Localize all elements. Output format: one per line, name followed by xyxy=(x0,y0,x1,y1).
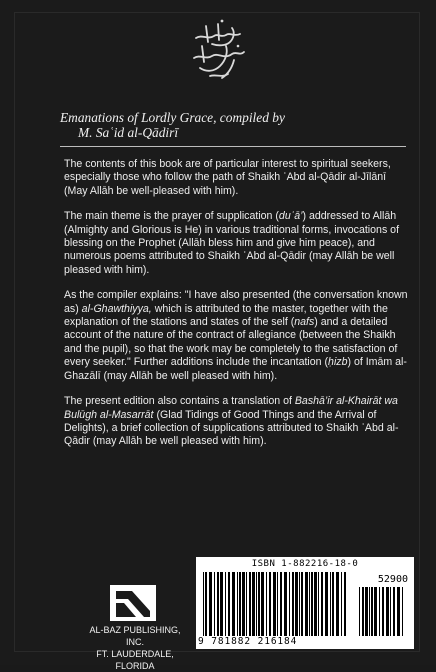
barcode-bar-28 xyxy=(301,572,303,636)
addon-bar-3 xyxy=(369,587,370,636)
barcode-bar-17 xyxy=(261,572,264,636)
addon-bar-2 xyxy=(365,587,368,636)
publisher-logo-icon xyxy=(110,585,156,621)
addon-bar-11 xyxy=(397,587,400,636)
barcode-bar-5 xyxy=(220,572,223,636)
barcode-bar-24 xyxy=(289,572,290,636)
barcode-bar-0 xyxy=(203,572,204,636)
paragraph-2: The main theme is the prayer of supplication (duʿā’) addressed to Allāh (Almighty and Glorious is He) in various traditional forms, invocations of blessing on the Prophet (Allāh bless him and give him peace), and numerous poems attributed to Shaikh ʿAbd al-Qādir (may Allāh be well pleased with him). xyxy=(64,210,400,276)
book-title: Emanations of Lordly Grace, compiled by xyxy=(60,110,285,125)
publisher-logo xyxy=(110,585,156,621)
addon-bar-4 xyxy=(371,587,373,636)
book-title-block xyxy=(60,110,410,140)
addon-bar-5 xyxy=(374,587,377,636)
addon-bar-10 xyxy=(393,587,395,636)
barcode-bar-9 xyxy=(237,572,238,636)
addon-bar-6 xyxy=(379,587,380,636)
barcode-bar-33 xyxy=(318,572,319,636)
barcode-bar-8 xyxy=(232,572,235,636)
arabic-calligraphy-icon xyxy=(188,16,250,86)
barcode-bar-4 xyxy=(217,572,219,636)
barcode-bar-2 xyxy=(209,572,212,636)
barcode-bar-7 xyxy=(228,572,230,636)
isbn-text: ISBN 1-882216-18-0 xyxy=(251,559,359,569)
barcode-bar-13 xyxy=(249,572,251,636)
title-divider xyxy=(60,146,406,147)
publisher-line-1: AL-BAZ PUBLISHING, INC. xyxy=(89,625,181,647)
barcode-bar-19 xyxy=(269,572,271,636)
barcode-bar-31 xyxy=(311,572,313,636)
publisher-line-2: FT. LAUDERDALE, FLORIDA xyxy=(96,649,174,671)
barcode-bar-38 xyxy=(336,572,339,636)
barcode-bar-12 xyxy=(246,572,247,636)
barcode-bar-22 xyxy=(280,572,282,636)
addon-bar-12 xyxy=(402,587,403,636)
barcode-label xyxy=(196,557,414,649)
ean-digits: 9 781882 216184 xyxy=(198,636,298,647)
barcode-bar-32 xyxy=(314,572,317,636)
barcode-bar-20 xyxy=(273,572,276,636)
addon-bar-0 xyxy=(359,587,360,636)
barcode-bar-27 xyxy=(299,572,300,636)
barcode-bar-6 xyxy=(225,572,226,636)
paragraph-4: The present edition also contains a translation of Bashā’ir al-Khairāt wa Bulūgh al-Masarrāt (Glad Tidings of Good Things and the Arrival of Delights), a brief collection of supplications attributed to Shaikh ʿAbd al-Qādir (may Allāh be well pleased with him). xyxy=(64,395,399,448)
barcode-bar-34 xyxy=(321,572,323,636)
barcode-bar-30 xyxy=(309,572,310,636)
barcode-bar-11 xyxy=(242,572,245,636)
barcode-bar-3 xyxy=(214,572,215,636)
description-text xyxy=(64,158,410,461)
barcode-bar-23 xyxy=(284,572,287,636)
barcode-bar-40 xyxy=(344,572,346,636)
barcode-bar-25 xyxy=(292,572,294,636)
barcode-bar-14 xyxy=(252,572,255,636)
addon-bar-7 xyxy=(382,587,384,636)
barcode-bar-36 xyxy=(330,572,331,636)
barcode-bar-35 xyxy=(325,572,328,636)
price-code: 52900 xyxy=(377,574,408,585)
addon-bar-8 xyxy=(386,587,389,636)
price-addon-barcode xyxy=(358,587,406,636)
barcode-bar-1 xyxy=(205,572,207,636)
addon-bar-1 xyxy=(362,587,364,636)
barcode-bar-26 xyxy=(295,572,298,636)
barcode-bar-39 xyxy=(341,572,342,636)
barcode-bar-18 xyxy=(266,572,267,636)
compiler-name: M. Saʿid al-Qādirī xyxy=(78,125,179,140)
barcode-bar-29 xyxy=(305,572,308,636)
barcode-bar-37 xyxy=(332,572,334,636)
barcode-bar-15 xyxy=(256,572,257,636)
barcode-bar-16 xyxy=(258,572,260,636)
barcode-bar-21 xyxy=(277,572,278,636)
ean-barcode xyxy=(202,572,350,636)
barcode-bar-10 xyxy=(239,572,241,636)
addon-bar-9 xyxy=(390,587,391,636)
paragraph-3: As the compiler explains: "I have also presented (the conversation known as) al-Ghawthiyya, which is attributed to the master, together with the explanation of the stations and states of the self (nafs) and a detailed account of the nature of the contract of allegiance (between the Shaikh and the pupil), so that the work may be completely to the satisfaction of every seeker." Further additions include the incantation (ḥizb) of Imām al-Ghazālī (may Allāh be well pleased with him). xyxy=(64,289,408,382)
paragraph-1: The contents of this book are of particular interest to spiritual seekers, especially those who follow the path of Shaikh ʿAbd al-Qādir al-Jīlānī (May Allāh be well-pleased with him). xyxy=(64,158,391,197)
